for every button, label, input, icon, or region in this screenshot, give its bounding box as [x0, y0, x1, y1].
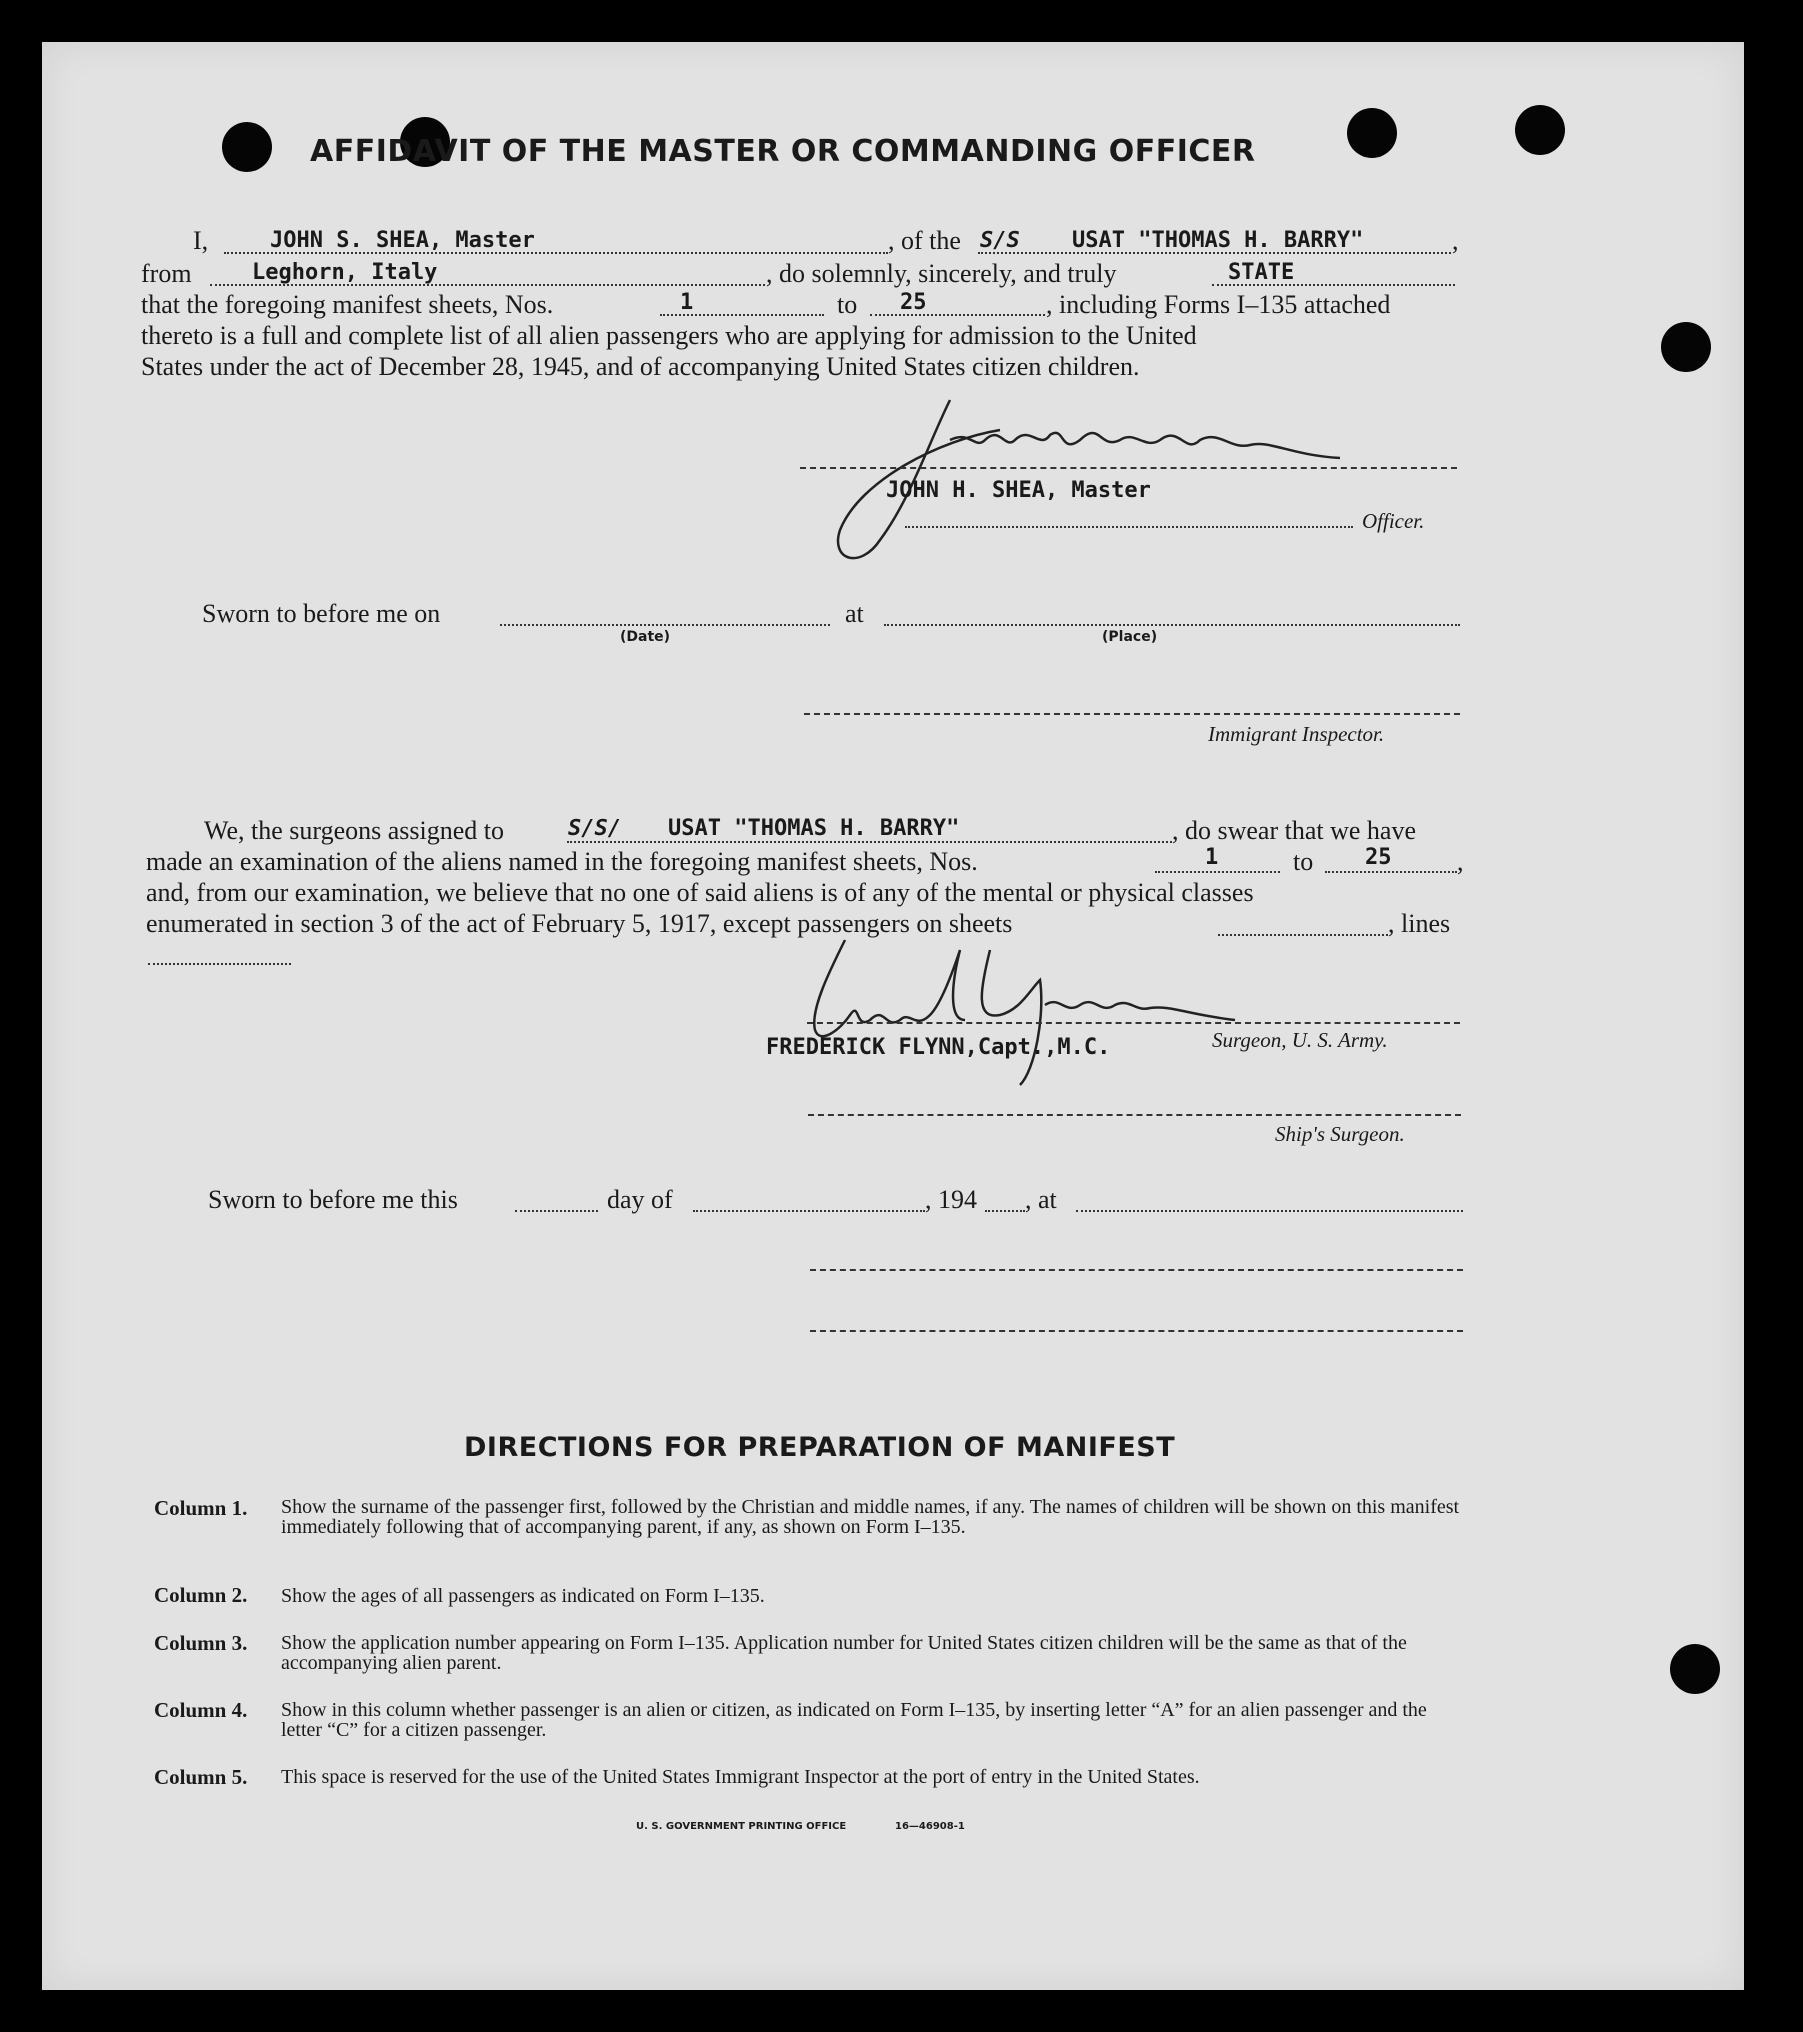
- text-comma-2: ,: [1457, 847, 1464, 876]
- surgeon-ship-name: USAT "THOMAS H. BARRY": [668, 816, 960, 841]
- column-1-text: Show the surname of the passenger first, followed by the Christian and middle names, if any. The names of children will be shown on this manifest immediately following that of accompanying parent, if any, as shown on Form I–135.: [281, 1496, 1460, 1538]
- officer-label: Officer.: [1362, 509, 1425, 533]
- surgeon-nos-to: 25: [1365, 845, 1392, 870]
- text-year: , 194: [925, 1185, 977, 1214]
- nos-to-value: 25: [900, 290, 927, 315]
- text-comma: ,: [1452, 226, 1459, 255]
- text-at-2: , at: [1025, 1185, 1057, 1214]
- surgeon-ship-prefix: S/S/: [568, 816, 621, 841]
- text-line-5: States under the act of December 28, 1945, and of accompanying United States citizen children.: [141, 352, 1140, 381]
- army-surgeon-label: Surgeon, U. S. Army.: [1212, 1028, 1388, 1052]
- text-examination: made an examination of the aliens named in the foregoing manifest sheets, Nos.: [146, 847, 978, 876]
- directions-title: DIRECTIONS FOR PREPARATION OF MANIFEST: [464, 1432, 1176, 1463]
- surgeon-signature-line: [807, 1022, 1460, 1024]
- officer-signature-line: [800, 467, 1457, 469]
- master-name-value: JOHN S. SHEA, Master: [270, 228, 535, 253]
- text-do-solemnly: , do solemnly, sincerely, and truly: [766, 259, 1117, 288]
- ship-surgeon-line: [808, 1114, 1461, 1116]
- master-signer-name: JOHN H. SHEA, Master: [886, 478, 1151, 503]
- blank-line: [148, 963, 291, 965]
- blank-line: [1155, 871, 1280, 873]
- column-3-text: Show the application number appearing on Form I–135. Application number for United States citizen children will be the same as that of the accompanying alien parent.: [281, 1632, 1407, 1674]
- date-caption: (Date): [620, 629, 671, 645]
- inspector-label: Immigrant Inspector.: [1208, 722, 1385, 746]
- port-value: Leghorn, Italy: [252, 260, 438, 285]
- text-do-swear: , do swear that we have: [1172, 816, 1417, 845]
- text-of-the: , of the: [888, 226, 961, 255]
- text-to: to: [837, 290, 858, 319]
- inspector-signature-line: [804, 713, 1460, 715]
- text-from: from: [141, 259, 192, 288]
- column-2-text: Show the ages of all passengers as indicated on Form I–135.: [281, 1585, 765, 1607]
- surgeon-signature: [790, 920, 1250, 1090]
- text-i: I,: [193, 226, 209, 255]
- nos-from-value: 1: [680, 290, 694, 315]
- column-5-text: This space is reserved for the use of the United States Immigrant Inspector at the port of entry in the United States.: [281, 1766, 1200, 1788]
- surgeon-signer-name: FREDERICK FLYNN,Capt.,M.C.: [766, 1035, 1111, 1060]
- column-3-label: Column 3.: [154, 1631, 248, 1655]
- column-4-label: Column 4.: [154, 1698, 248, 1722]
- punch-hole: [1670, 1644, 1720, 1694]
- printer-imprint: U. S. GOVERNMENT PRINTING OFFICE: [636, 1821, 847, 1832]
- text-surgeons: We, the surgeons assigned to: [204, 816, 504, 845]
- signature-line: [810, 1330, 1463, 1332]
- blank-line: [1325, 871, 1457, 873]
- place-line: [884, 624, 1460, 626]
- place-line-2: [1076, 1210, 1463, 1212]
- date-line: [500, 624, 830, 626]
- text-including-forms: , including Forms I–135 attached: [1046, 290, 1391, 319]
- text-at: at: [845, 599, 864, 628]
- ship-prefix-value: S/S: [980, 228, 1020, 253]
- punch-hole: [1661, 322, 1711, 372]
- surgeon-nos-from: 1: [1205, 845, 1219, 870]
- verb-value: STATE: [1228, 260, 1295, 285]
- sworn-this-text: Sworn to before me this: [208, 1185, 458, 1214]
- signature-line: [810, 1269, 1463, 1271]
- text-line-3: and, from our examination, we believe that no one of said aliens is of any of the mental or physical classes: [146, 878, 1254, 907]
- column-4-text: Show in this column whether passenger is an alien or citizen, as indicated on Form I–135, by inserting letter “A” for an alien passenger and the letter “C” for a citizen passenger.: [281, 1699, 1427, 1741]
- blank-line: [870, 314, 1045, 316]
- month-line: [693, 1210, 925, 1212]
- punch-hole: [222, 122, 272, 172]
- day-line: [515, 1210, 598, 1212]
- punch-hole: [1515, 105, 1565, 155]
- ship-name-value: USAT "THOMAS H. BARRY": [1072, 228, 1364, 253]
- text-line-4: thereto is a full and complete list of all alien passengers who are applying for admission to the United: [141, 321, 1197, 350]
- text-day-of: day of: [607, 1185, 673, 1214]
- column-2-label: Column 2.: [154, 1583, 248, 1607]
- text-enumerated: enumerated in section 3 of the act of February 5, 1917, except passengers on sheets: [146, 909, 1013, 938]
- text-to-2: to: [1293, 847, 1314, 876]
- form-number: 16—46908-1: [895, 1821, 965, 1832]
- blank-line: [905, 526, 1353, 528]
- punch-hole: [1347, 108, 1397, 158]
- year-line: [985, 1210, 1025, 1212]
- affidavit-title: AFFIDAVIT OF THE MASTER OR COMMANDING OFFICER: [310, 134, 1256, 169]
- sworn-text: Sworn to before me on: [202, 599, 441, 628]
- ship-surgeon-label: Ship's Surgeon.: [1275, 1122, 1405, 1146]
- blank-line: [567, 841, 1172, 843]
- column-1-label: Column 1.: [154, 1496, 248, 1520]
- text-lines: , lines: [1388, 909, 1451, 938]
- column-5-label: Column 5.: [154, 1765, 248, 1789]
- place-caption: (Place): [1102, 629, 1158, 645]
- text-manifest-sheets: that the foregoing manifest sheets, Nos.: [141, 290, 554, 319]
